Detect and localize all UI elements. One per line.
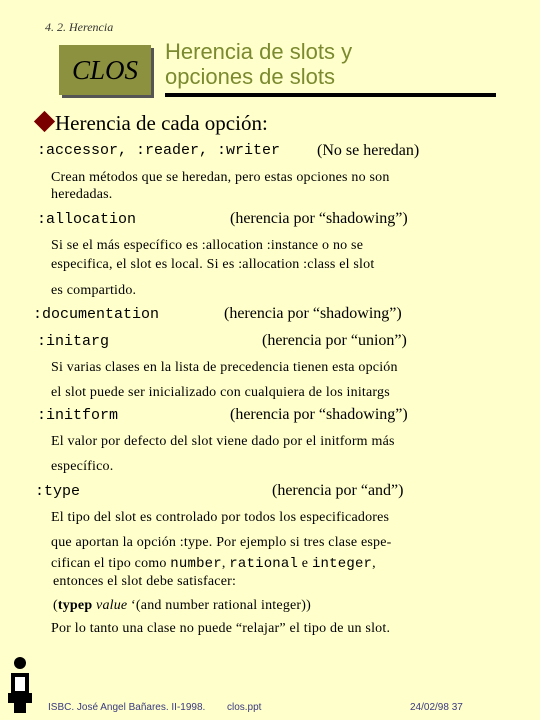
clos-logo-box	[59, 45, 151, 95]
title-underline	[165, 93, 496, 97]
type-desc-line3-pre: cifican el tipo como	[51, 556, 171, 571]
type-desc-line3	[51, 556, 376, 572]
allocation-desc-line1: Si se el más específico es :allocation :instance o no se	[51, 238, 364, 253]
typep-expression	[53, 598, 311, 614]
footer-file: clos.ppt	[227, 702, 262, 713]
type-desc-line2: que aportan la opción :type. Por ejemplo si tres clase espe-	[51, 535, 392, 550]
initform-inheritance: (herencia por “shadowing”)	[230, 406, 408, 423]
accessor-keyword: :accessor, :reader, :writer	[37, 142, 281, 159]
footer-author: ISBC. José Angel Bañares. II-1998.	[48, 702, 206, 713]
initarg-desc-line1: Si varias clases en la lista de precedencia tienen esta opción	[51, 360, 398, 375]
accessor-inheritance: (No se heredan)	[317, 142, 420, 159]
type-desc-line1: El tipo del slot es controlado por todos los especificadores	[51, 510, 390, 525]
typep-fn: typep	[57, 598, 93, 613]
initform-desc-line2: específico.	[51, 459, 114, 474]
documentation-inheritance: (herencia por “shadowing”)	[224, 305, 402, 322]
typep-var: value	[96, 598, 128, 613]
footer-date-page: 24/02/98 37	[410, 702, 463, 713]
slide-title-line1: Herencia de slots y	[165, 39, 353, 64]
type-desc-line4: entonces el slot debe satisfacer:	[53, 574, 237, 589]
type-rational-code: rational	[229, 556, 299, 572]
clos-logo-text: CLOS	[71, 54, 139, 85]
allocation-keyword: :allocation	[37, 211, 137, 228]
type-post: ,	[372, 556, 376, 571]
accessor-desc-line2: heredadas.	[51, 187, 113, 202]
section-label: 4. 2. Herencia	[45, 20, 114, 34]
type-e: e	[298, 556, 312, 571]
type-number-code: number	[170, 556, 222, 572]
typep-open: (	[53, 598, 58, 613]
slide-title-line2: opciones de slots	[165, 64, 335, 89]
type-keyword: :type	[35, 483, 81, 500]
typep-rest: ‘(and number rational integer))	[127, 598, 312, 613]
initarg-inheritance: (herencia por “union”)	[262, 332, 407, 349]
initarg-desc-line2: el slot puede ser inicializado con cualquiera de los initargs	[51, 385, 390, 400]
initarg-keyword: :initarg	[37, 333, 110, 350]
allocation-desc-line3: es compartido.	[51, 283, 137, 298]
type-sep: ,	[221, 556, 230, 571]
type-integer-code: integer	[311, 556, 373, 572]
initform-keyword: :initform	[37, 407, 119, 424]
allocation-desc-line2: especifica, el slot es local. Si es :allocation :class el slot	[51, 257, 375, 272]
type-desc-line5: Por lo tanto una clase no puede “relajar” el tipo de un slot.	[51, 621, 391, 636]
type-inheritance: (herencia por “and”)	[272, 482, 404, 499]
initform-desc-line1: El valor por defecto del slot viene dado por el initform más	[51, 434, 395, 449]
university-logo-icon	[6, 655, 34, 715]
main-heading: Herencia de cada opción:	[55, 111, 268, 135]
slide-title	[165, 39, 352, 89]
accessor-desc-line1: Crean métodos que se heredan, pero estas opciones no son	[51, 170, 390, 185]
documentation-keyword: :documentation	[33, 306, 160, 323]
diamond-bullet-icon	[34, 111, 55, 132]
allocation-inheritance: (herencia por “shadowing”)	[230, 210, 408, 227]
